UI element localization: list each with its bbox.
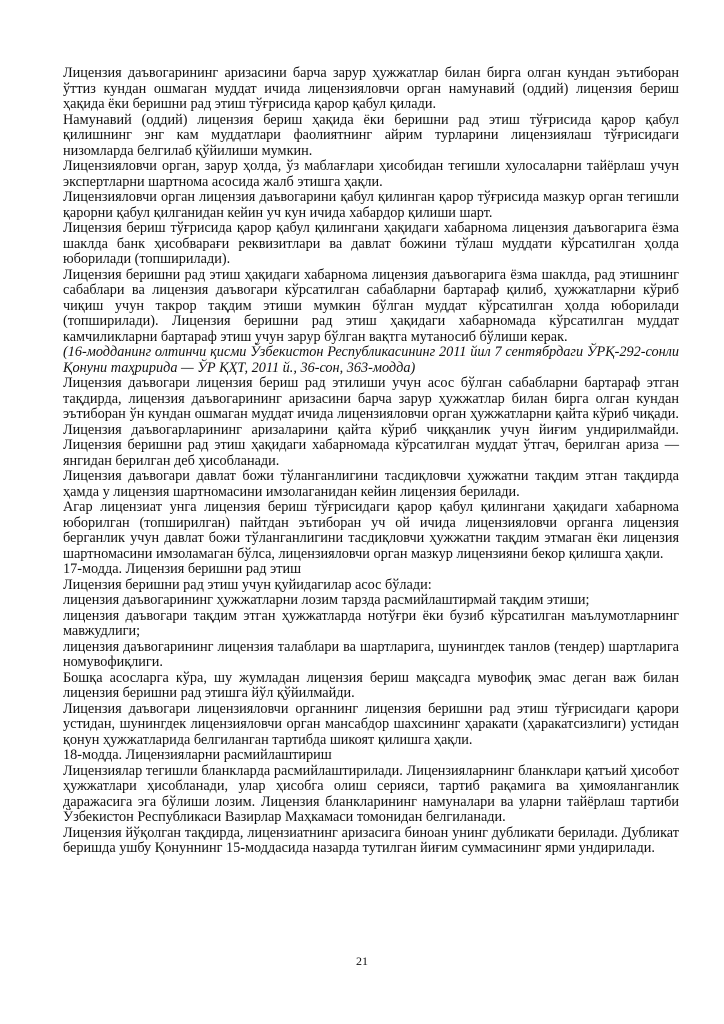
paragraph: Лицензия йўқолган тақдирда, лицензиатнинг аризасига биноан унинг дубликати берилади. Дубликат беришда ушбу Қонуннинг 15-моддасида назарда тутилган йиғим суммасининг ярми ундирилади.	[63, 824, 679, 856]
document-body	[63, 66, 679, 857]
paragraph: Лицензия бериш тўғрисида қарор қабул қилингани ҳақидаги хабарнома лицензия даъвогарига ёзма шаклда банк ҳисобварағи реквизитлари ва давлат божини тўлаш муддати кўрсатилган ҳолда юборилади (топширилади).	[63, 220, 679, 267]
paragraph: Лицензияловчи орган лицензия даъвогарини қабул қилинган қарор тўғрисида мазкур орган тегишли қарорни қабул қилганидан кейин уч кун ичида хабардор қилиши шарт.	[63, 189, 679, 221]
paragraph: Лицензия даъвогари лицензияловчи органнинг лицензия беришни рад этиш тўғрисидаги қарори устидан, шунингдек лицензияловчи орган мансабдор шахсининг ҳаракати (ҳаракатсизлиги) устидан қонун ҳужжатларида белгиланган тартибда шикоят қилишга ҳақли.	[63, 700, 679, 748]
amendment-note: (16-моддaнинг олтинчи қисми Ўзбекистон Республикасининг 2011 йил 7 сентябрдаги ЎРҚ-292-сонли Қонуни таҳририда — ЎР ҚҲТ, 2011 й., 36-сон, 363-модда)	[63, 344, 679, 376]
list-item: лицензия даъвогари тақдим этган ҳужжатларда нотўғри ёки бузиб кўрсатилган маълумотларнинг мавжудлиги;	[63, 607, 679, 639]
paragraph: Лицензия даъвогарининг аризасини барча зарур ҳужжатлар билан бирга олган кундан эътиборан ўттиз кундан ошмаган муддат ичида лицензияловчи орган намунавий (оддий) лицензия бериш ҳақида ёки беришни рад этиш тўғрисида қарор қабул қилади.	[63, 65, 679, 112]
page-number: 21	[356, 954, 368, 968]
paragraph: Лицензия даъвогари лицензия бериш рад этилиши учун асос бўлган сабабларни бартараф этган тақдирда, лицензия даъвогарининг аризасини барча зарур ҳужжатлар билан бирга олган кундан эътиборан ўн кундан ошмаган муддат ичида лицензияловчи орган ҳужжатларни қайта кўриб чиқади. Лицензия даъвогарларининг аризаларини қайта кўриб чиққанлик учун йиғим ундирилмайди. Лицензия беришни рад этиш ҳақидаги хабарномада кўрсатилган муддат ўтгач, берилган ариза — янгидан берилган деб ҳисобланади.	[63, 375, 679, 469]
paragraph: Лицензия беришни рад этиш учун қуйидагилар асос бўлади:	[63, 576, 432, 593]
paragraph: Намунавий (оддий) лицензия бериш ҳақида ёки беришни рад этиш тўғрисида қарор қабул қилишнинг энг кам муддатлари фаолиятнинг айрим турларини лицензиялаш тўғрисидаги низомларда белгилаб қўйилиши мумкин.	[63, 111, 679, 159]
article-heading: 17-модда. Лицензия беришни рад этиш	[63, 561, 302, 577]
paragraph: Лицензия даъвогари давлат божи тўланганлигини тасдиқловчи ҳужжатни тақдим этган тақдирда ҳамда у лицензия шартномасини имзолаганидан кейин лицензия берилади.	[63, 468, 679, 500]
paragraph: Бошқа асосларга кўра, шу жумладан лицензия бериш мақсадга мувофиқ эмас деган важ билан лицензия беришни рад этишга йўл қўйилмайди.	[63, 669, 679, 701]
article-heading: 18-модда. Лицензияларни расмийлаштириш	[63, 747, 332, 763]
paragraph: Лицензия беришни рад этиш ҳақидаги хабарнома лицензия даъвогарига ёзма шаклда, рад этишнинг сабаблари ва лицензия даъвогари кўрсатилган сабабларни бартараф қилиб, ҳужжатларни кўриб чиқиш учун такрор тақдим этиши мумкин бўлган муддат кўрсатилган ҳолда юборилади (топширилади). Лицензия беришни рад этиш ҳақидаги хабарномада кўрсатилган муддат камчиликларни бартараф этиш учун зарур бўлган вақтга мутаносиб бўлиши керак.	[63, 266, 679, 345]
paragraph: Лицензияловчи орган, зарур ҳолда, ўз маблағлари ҳисобидан тегишли хулосаларни тайёрлаш учун экспертларни шартнома асосида жалб этишга ҳақли.	[63, 158, 679, 190]
list-item: лицензия даъвогарининг ҳужжатларни лозим тарзда расмийлаштирмай тақдим этиши;	[63, 592, 590, 608]
list-item: лицензия даъвогарининг лицензия талаблари ва шартларига, шунингдек танлов (тендер) шартларига номувофиқлиги.	[63, 638, 679, 670]
paragraph: Агар лицензиат унга лицензия бериш тўғрисидаги қарор қабул қилингани ҳақидаги хабарнома юборилган (топширилган) пайтдан эътиборан уч ой ичида лицензияловчи органга лицензия берганлик учун давлат божи тўланганлигини тасдиқловчи ҳужжатни тақдим этмаган ёки лицензия шартномасини имзоламаган бўлса, лицензияловчи орган мазкур лицензияни бекор қилишга ҳақли.	[63, 499, 679, 562]
paragraph: Лицензиялар тегишли бланкларда расмийлаштирилади. Лицензияларнинг бланклари қатъий ҳисобот ҳужжатлари ҳисобланади, улар ҳисобга олиш серияси, тартиб рақамига ва ҳимояланганлик даражасига эга бўлиши лозим. Лицензия бланкларининг намуналари ва уларни тайёрлаш тартиби Ўзбекистон Республикаси Вазирлар Маҳкамаси томонидан белгиланади.	[63, 762, 679, 825]
